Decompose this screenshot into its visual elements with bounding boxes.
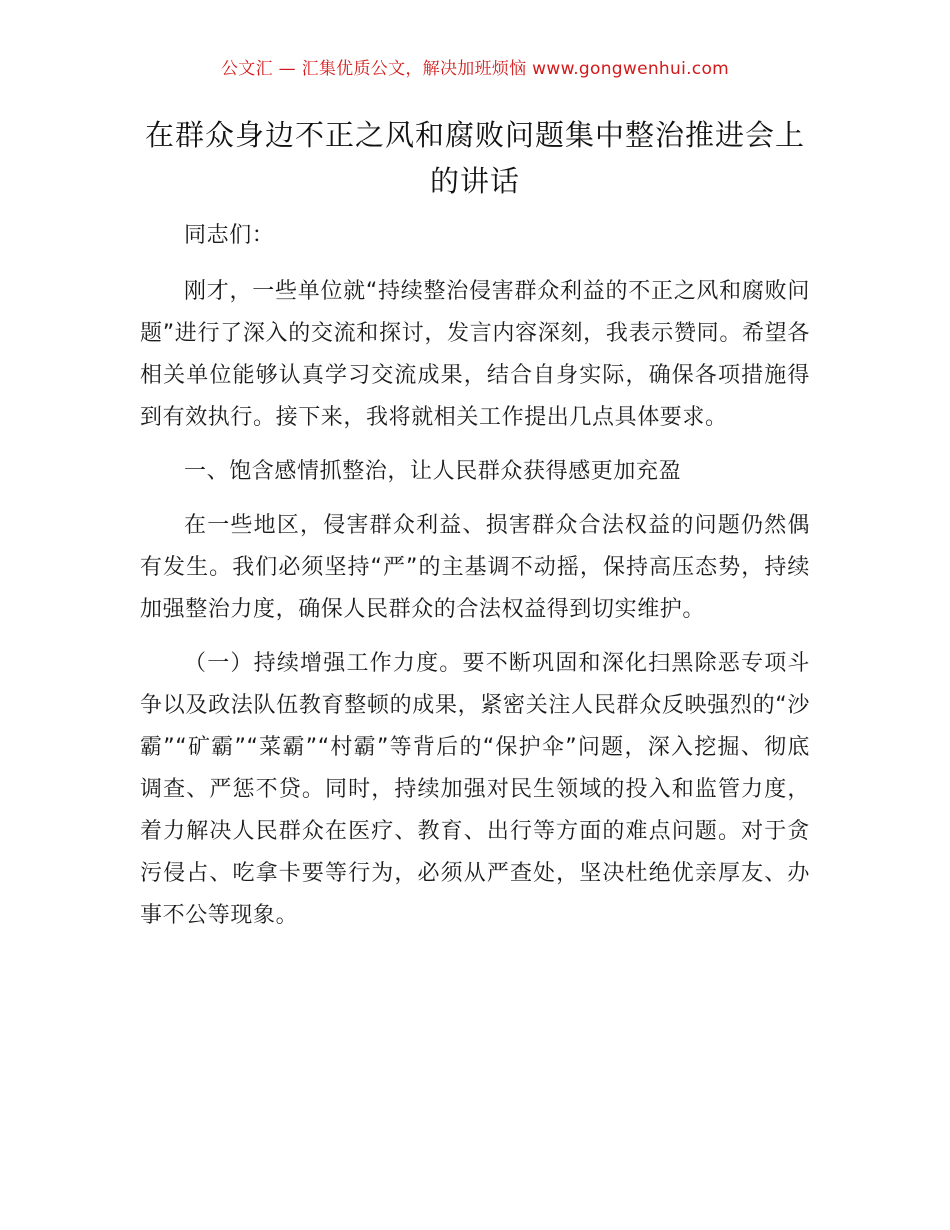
site-banner-link[interactable]: 公文汇 — 汇集优质公文，解决加班烦恼 www.gongwenhui.com (220, 59, 730, 79)
document-body (140, 215, 810, 949)
greeting-paragraph: 同志们： (184, 223, 275, 248)
intro-paragraph: 刚才，一些单位就“持续整治侵害群众利益的不正之风和腐败问题”进行了深入的交流和探讨，发言内容深刻，我表示赞同。希望各相关单位能够认真学习交流成果，结合自身实际，确保各项措施得到有效执行。接下来，我将就相关工作提出几点具体要求。 (140, 279, 810, 430)
document-title: 在群众身边不正之风和腐败问题集中整治推进会上的讲话 (144, 118, 805, 198)
section-1-paragraph: 在一些地区，侵害群众利益、损害群众合法权益的问题仍然偶有发生。我们必须坚持“严”的主基调不动摇，保持高压态势，持续加强整治力度，确保人民群众的合法权益得到切实维护。 (140, 513, 810, 622)
section-heading-1: 一、饱含感情抓整治，让人民群众获得感更加充盈 (184, 459, 682, 484)
subsection-1-paragraph: （一）持续增强工作力度。要不断巩固和深化扫黑除恶专项斗争以及政法队伍教育整顿的成果，紧密关注人民群众反映强烈的“沙霸”“矿霸”“菜霸”“村霸”等背后的“保护伞”问题，深入挖掘、彻底调查、严惩不贷。同时，持续加强对民生领域的投入和监管力度，着力解决人民群众在医疗、教育、出行等方面的难点问题。对于贪污侵占、吃拿卡要等行为，必须从严查处，坚决杜绝优亲厚友、办事不公等现象。 (140, 651, 810, 928)
